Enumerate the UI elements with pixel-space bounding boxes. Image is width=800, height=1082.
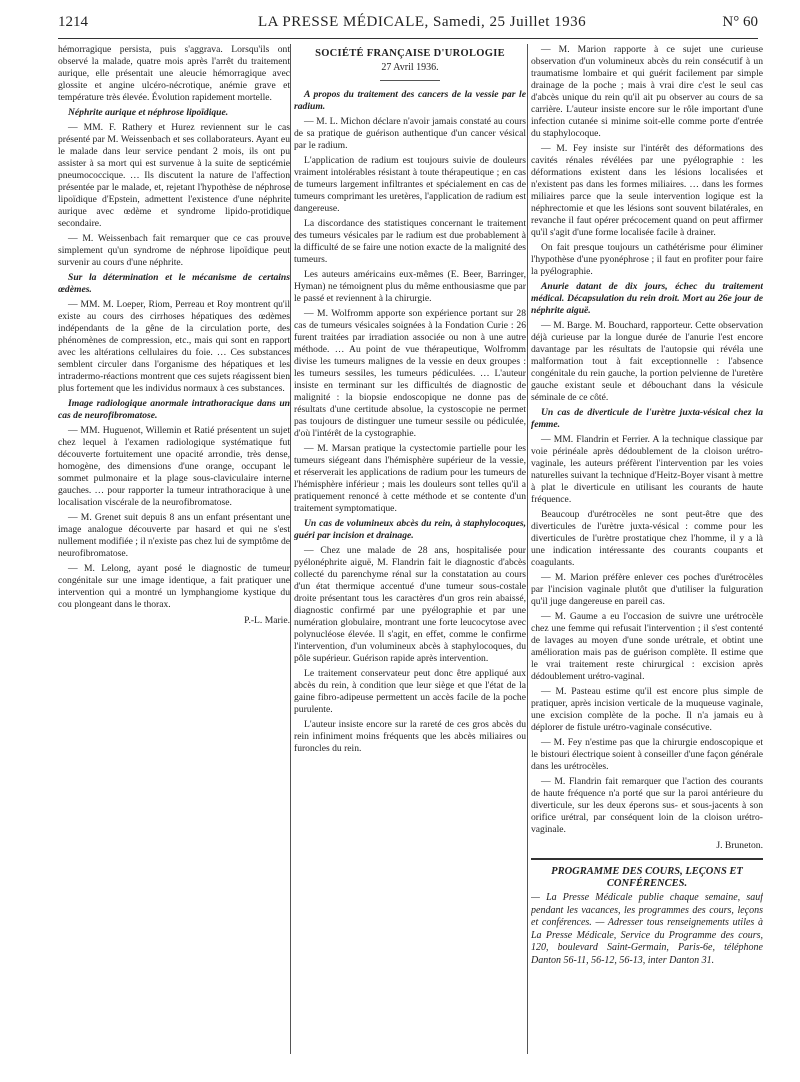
section-heading: Sur la détermination et le mécanisme de certains œdèmes. [58, 272, 290, 295]
section-heading: Un cas de diverticule de l'urètre juxta-vésical chez la femme. [531, 407, 763, 430]
date-rule [380, 80, 440, 81]
column-left [58, 44, 290, 1064]
signature: J. Bruneton. [716, 840, 763, 851]
paragraph: — M. Marion préfère enlever ces poches d'urétrocèles par l'incision vaginale plutôt que d'utiliser la fulguration qu'il juge dangereuse en pareil cas. [531, 572, 763, 607]
section-rule [531, 858, 763, 860]
signature: P.-L. Marie. [244, 615, 290, 626]
paragraph: — M. Flandrin fait remarquer que l'action des courants de haute fréquence n'a porté que sur la paroi antérieure du diverticule, sur les deux éperons sus- et sous-jacents à son orifice urétral, par conséquent loin de la cloison urétro-vaginale. [531, 776, 763, 835]
running-header [58, 14, 758, 36]
paragraph: hémorragique persista, puis s'aggrava. Lorsqu'ils ont observé la malade, quatre mois après l'arrêt du traitement aurique, elle présentait une aleucie hémorragique avec glossite et angine ulcéro-nécrotique, anémie grave et température très élevée. Évolution rapidement mortelle. [58, 44, 290, 103]
paragraph: — MM. Flandrin et Ferrier. A la technique classique par voie périnéale après dédoublement de la cloison urétro-vaginale, les auteurs préfèrent l'intervention par les voies naturelles suivant la technique d'Heitz-Boyer visant à mettre à plat le diverticule en utilisant les courants de haute fréquence. [531, 434, 763, 505]
paragraph: Beaucoup d'urétrocèles ne sont peut-être que des diverticules de l'urètre juxta-vésical : comme pour les diverticules de l'urètre prostatique chez l'homme, il y a là une indication intéressante des courants coupants et coagulants. [531, 509, 763, 568]
paragraph: — M. Pasteau estime qu'il est encore plus simple de pratiquer, après incision verticale de la muqueuse vaginale, une excision complète de la poche. Il n'a jamais eu à déplorer de fistule urétro-vaginale consécutive. [531, 686, 763, 733]
programme-notice: — La Presse Médicale publie chaque semaine, sauf pendant les vacances, les programmes des cours, leçons et conférences. — Adresser tous renseignements utiles à La Presse Médicale, Service du Programme des cours, 120, boulevard Saint-Germain, Paris-6e, téléphone Danton 56-11, 56-12, 56-13, inter Danton 31. [531, 892, 763, 966]
paragraph: — M. Lelong, ayant posé le diagnostic de tumeur congénitale sur une image identique, a fait pratiquer une intervention qui a montré un lymphangiome kystique du cou plongeant dans le thorax. [58, 563, 290, 610]
paragraph: — MM. F. Rathery et Hurez reviennent sur le cas présenté par M. Weissenbach et ses collaborateurs. Ayant eu le malade dans leur service pendant 2 mois, ils ont pu assister à sa mort qui est survenue à la suite de septicémie pneumococcique. … Ils discutent la nature de l'affection présentée par le malade, et, rejetant l'hypothèse de néphrose lipoïdique d'Epstein, admettent l'existence d'une néphrite aurique avec œdème et syndrome lipido-protidique secondaire. [58, 122, 290, 229]
paragraph: Les auteurs américains eux-mêmes (E. Beer, Barringer, Hyman) ne témoignent plus du même enthousiasme que par le passé et reviennent à la chirurgie. [294, 269, 526, 304]
paragraph: — M. Grenet suit depuis 8 ans un enfant présentant une image analogue découverte par hasard et qui ne s'est nullement modifiée ; il n'existe pas chez lui de symptôme de neurofibromatose. [58, 512, 290, 559]
paragraph: — Chez une malade de 28 ans, hospitalisée pour pyélonéphrite aiguë, M. Flandrin fait le diagnostic d'abcès collecté du parenchyme rénal sur la constatation au cours d'un état thermique accentué d'une tumeur sous-costale droite présentant tous les caractères d'un gros rein abaissé, diagnostic confirmé par une pyélographie et par une numération globulaire, montrant une forte leucocytose avec polynucléose élevée. Il s'agit, en effet, comme le confirme l'intervention, d'un volumineux abcès à staphylocoques, du pôle supérieur. Guérison rapide après intervention. [294, 545, 526, 664]
paragraph: — M. Fey n'estime pas que la chirurgie endoscopique et le bistouri électrique soient à conseiller d'une façon générale dans les urétrocèles. [531, 737, 763, 772]
header-rule [58, 38, 758, 39]
paragraph: L'application de radium est toujours suivie de douleurs vraiment intolérables résistant à toute thérapeutique ; en cas de tumeurs largement infiltrantes et spécialement en cas de tumeurs comprimant les uretères, l'application de radium est dangereuse. [294, 155, 526, 214]
paragraph: — M. Barge. M. Bouchard, rapporteur. Cette observation déjà curieuse par la longue durée de l'anurie l'est encore davantage par les résultats de l'autopsie qui révéla une malformation tout à fait exceptionnelle : l'absence congénitale du rein gauche, la portion pelvienne de l'uretère gauche existant seule et débouchant dans la vésicule séminale de ce côté. [531, 320, 763, 403]
society-title: SOCIÉTÉ FRANÇAISE D'UROLOGIE [315, 48, 505, 59]
section-heading: Un cas de volumineux abcès du rein, à staphylocoques, guéri par incision et drainage. [294, 518, 526, 541]
section-heading: A propos du traitement des cancers de la vessie par le radium. [294, 89, 526, 112]
paragraph: — M. Marsan pratique la cystectomie partielle pour les tumeurs siégeant dans l'hémisphère supérieur de la vessie, et réserverait les applications de radium pour les tumeurs de l'hémisphère inférieur ; mais les douleurs sont telles qu'il a pratiquement renoncé à cette méthode et se contente d'un traitement symptomatique. [294, 443, 526, 514]
column-divider [290, 44, 291, 1054]
page-number: 1214 [58, 14, 88, 30]
section-heading: Image radiologique anormale intrathoracique dans un cas de neurofibromatose. [58, 398, 290, 421]
paragraph: — M. Wolfromm apporte son expérience portant sur 28 cas de tumeurs vésicales soignées à la Fondation Curie : 26 furent traitées par irradiation associée ou non à une autre méthode. … Au point de vue thérapeutique, Wolfromm divise les tumeurs malignes de la vessie en deux groupes : les tumeurs sessiles, les tumeurs pédiculées. … L'auteur insiste en terminant sur les difficultés de diagnostic de malignité : la biopsie endoscopique ne donne pas de résultats d'une certitude absolue, la cystoscopie ne permet pas toujours de distinguer une tumeur sessile ou pédiculée, d'où l'intérêt de la cystographie. [294, 308, 526, 439]
paragraph: — M. L. Michon déclare n'avoir jamais constaté au cours de sa pratique de guérison authentique d'un cancer vésical par le radium. [294, 116, 526, 151]
journal-title: LA PRESSE MÉDICALE, Samedi, 25 Juillet 1936 [258, 14, 587, 30]
programme-title: PROGRAMME DES COURS, LEÇONS ET CONFÉRENCES. [551, 866, 743, 889]
session-date: 27 Avril 1936. [381, 62, 439, 73]
section-heading: Anurie datant de dix jours, échec du traitement médical. Décapsulation du rein droit. Mort au 26e jour de néphrite aiguë. [531, 281, 763, 316]
paragraph: — M. Weissenbach fait remarquer que ce cas prouve simplement qu'un syndrome de néphrose lipoïdique peut survenir au cours d'une néphrite. [58, 233, 290, 268]
paragraph: — M. Marion rapporte à ce sujet une curieuse observation d'un volumineux abcès du rein consécutif à un traumatisme lombaire et qui guérit facilement par simple drainage de la poche ; mais à vrai dire c'est le seul cas d'abcès unique du rein qu'il ait pu observer au cours de sa carrière. L'auteur insiste encore sur le rôle important d'une infection cutanée si minime soit-elle comme porte d'entrée du staphylocoque. [531, 44, 763, 139]
paragraph: — MM. Huguenot, Willemin et Ratié présentent un sujet chez lequel à l'examen radiologique systématique fut découverte fortuitement une opacité arrondie, très dense, homogène, des dimensions d'une orange, occupant le sommet pulmonaire et la plage sous-claviculaire interne gauches. … pour rapporter la tumeur intrathoracique à une localisation viscérale de la neurofibromatose. [58, 425, 290, 508]
column-divider [527, 44, 528, 1054]
column-middle [294, 44, 526, 1064]
issue-number: N° 60 [722, 14, 758, 30]
column-right [531, 44, 763, 1064]
paragraph: — M. Fey insiste sur l'intérêt des déformations des cavités rénales révélées par une pyélographie : les déformations existent dans les lésions localisées et n'existent pas dans les formes miliaires. … dans les formes miliaires parce que la seule intervention logique est la néphrectomie et que les lésions sont souvent bilatérales, en revanche il faut opérer précocement quand on peut affirmer qu'il s'agit d'une forme localisée facile à drainer. [531, 143, 763, 238]
paragraph: On fait presque toujours un cathétérisme pour éliminer l'hypothèse d'une pyonéphrose ; il faut en profiter pour faire la pyélographie. [531, 242, 763, 277]
section-heading: Néphrite aurique et néphrose lipoïdique. [68, 107, 229, 118]
paragraph: Le traitement conservateur peut donc être appliqué aux abcès du rein, à condition que leur siège et que l'état de la gaine fibro-adipeuse permettent un accès facile de la poche purulente. [294, 668, 526, 715]
paragraph: La discordance des statistiques concernant le traitement des tumeurs vésicales par le radium est due probablement à la difficulté de se faire une notion exacte de la malignité des tumeurs. [294, 218, 526, 265]
paragraph: — M. Gaume a eu l'occasion de suivre une urétrocèle chez une femme qui refusait l'intervention ; il s'est contenté de lavages au moyen d'une sonde urétrale, et obtint une amélioration mais pas de guérison complète. Il estime que le vrai traitement reste chirurgical : excision après dédoublement urétro-vaginal. [531, 611, 763, 682]
paragraph: — MM. M. Loeper, Riom, Perreau et Roy montrent qu'il existe au cours des cirrhoses hépatiques des œdèmes indépendants de la gêne de la circulation porte, des phénomènes de compression, etc., mais qui sont en rapport avec les altérations cellulaires du foie. … Ces substances semblent circuler dans l'organisme des hépatiques et les intradermo-réactions montrent que ces sujets réagissent bien plus fortement que les individus normaux à ces substances. [58, 299, 290, 394]
paragraph: L'auteur insiste encore sur la rareté de ces gros abcès du rein infiniment moins fréquents que les abcès miliaires ou furoncles du rein. [294, 719, 526, 754]
